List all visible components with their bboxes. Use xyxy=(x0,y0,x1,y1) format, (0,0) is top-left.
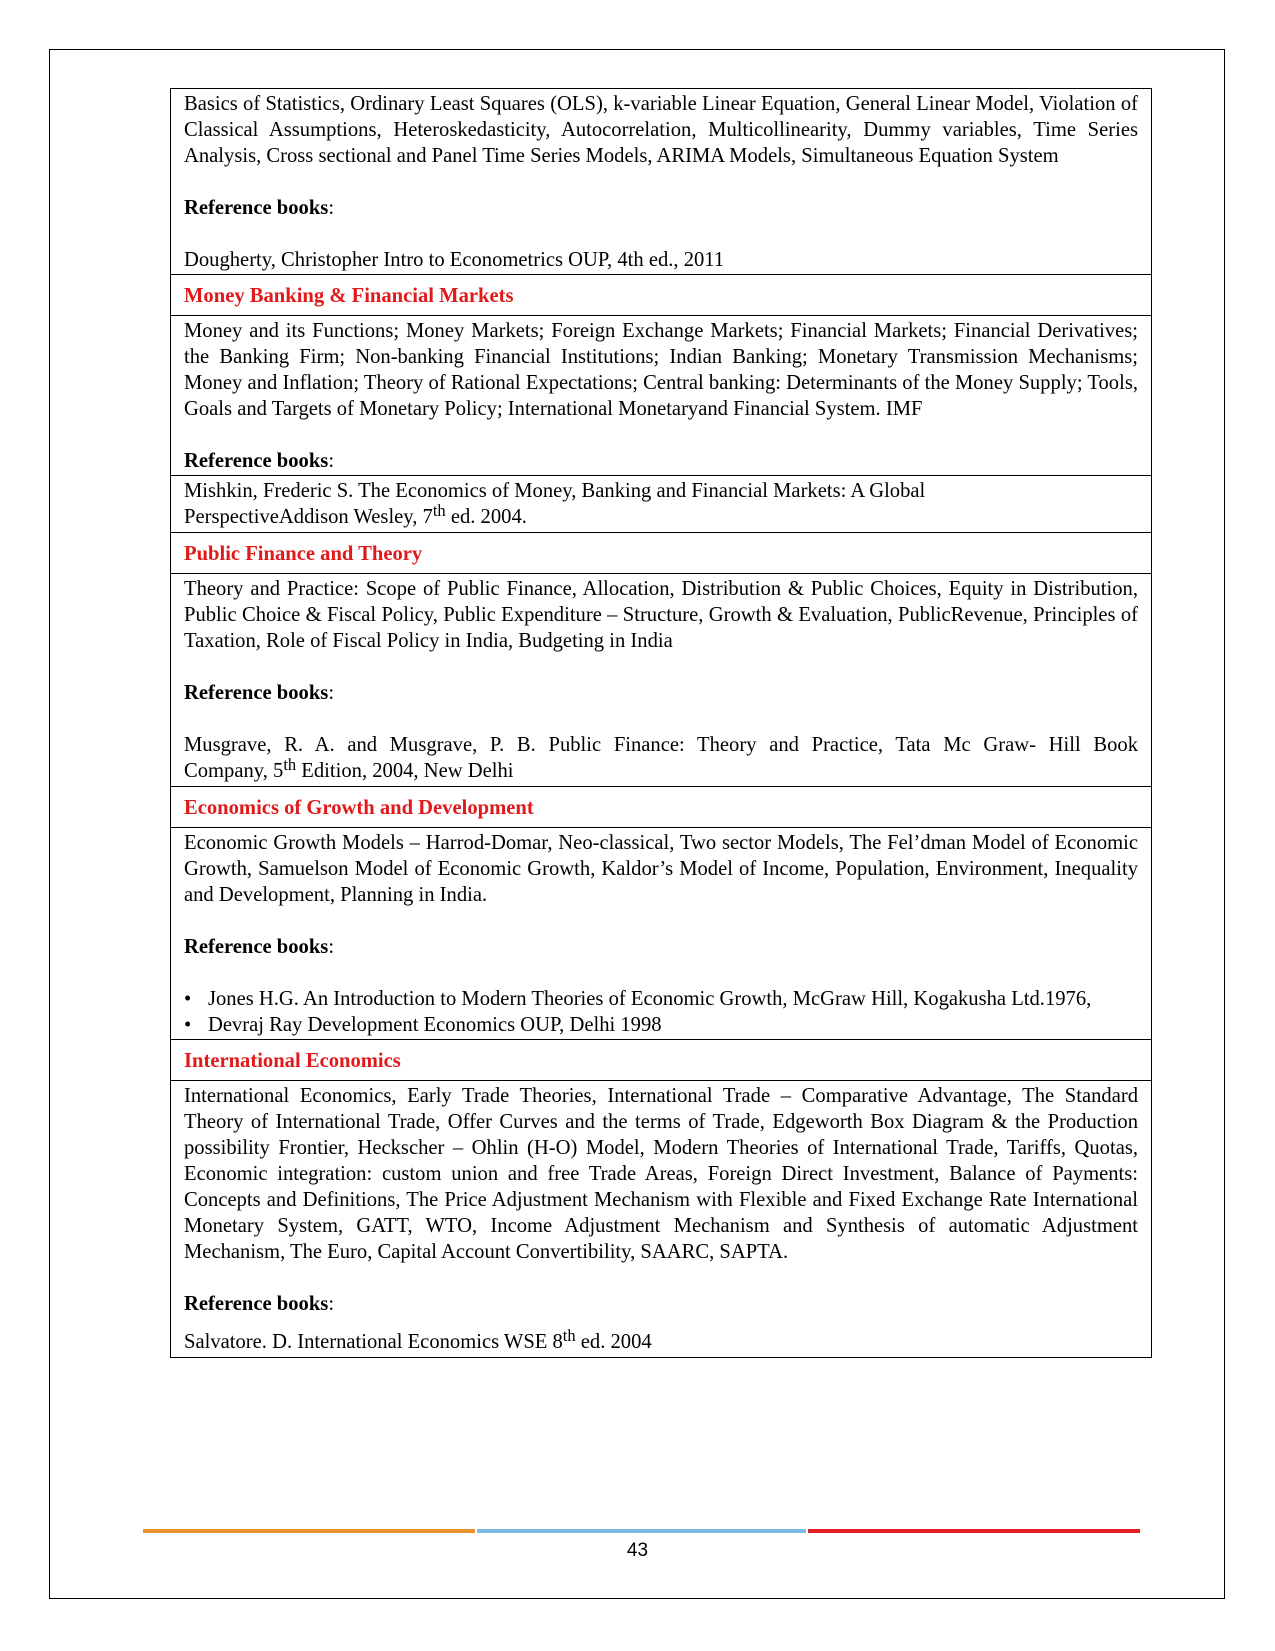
international-title-row xyxy=(171,1040,1152,1081)
money-banking-ref-row xyxy=(171,476,1152,533)
public-finance-ref-line2-end: Edition, 2004, New Delhi xyxy=(296,760,514,782)
list-item: • Jones H.G. An Introduction to Modern Theories of Economic Growth, McGraw Hill, Kogakusha Ltd.1976, xyxy=(208,986,1138,1012)
econometrics-ref-heading: Reference books xyxy=(184,197,329,219)
money-banking-ref-line2-text: PerspectiveAddison Wesley, 7 xyxy=(184,506,433,528)
international-title: International Economics xyxy=(171,1040,1152,1081)
growth-content-row: Economic Growth Models – Harrod-Domar, Neo-classical, Two sector Models, The Fel’dman Model of Economic Growth, Samuelson Model of Economic Growth, Kaldor’s Model of Income, Population, Environment, Inequality and Development, Planning in India. Reference books: • Jones H.G. An Introduction to Modern Theories of Economic Growth, McGraw Hill, Kogakusha Ltd.1976, • Devraj Ray Development Economics OUP, Delhi 1998 xyxy=(171,828,1152,1040)
money-banking-ref-heading: Reference books xyxy=(184,450,329,472)
growth-ref-list xyxy=(184,986,1138,1038)
international-ref-heading: Reference books xyxy=(184,1293,329,1315)
econometrics-content: Basics of Statistics, Ordinary Least Squares (OLS), k-variable Linear Equation, General Linear Model, Violation of Classical Assumptions, Heteroskedasticity, Autocorrelation, Multicollinearity, Dummy variables, Time Series Analysis, Cross sectional and Panel Time Series Models, ARIMA Models, Simultaneous Equation System xyxy=(184,93,1138,167)
public-finance-title-row xyxy=(171,533,1152,574)
growth-title: Economics of Growth and Development xyxy=(171,787,1152,828)
footer-bar-blue xyxy=(477,1529,806,1533)
money-banking-ref-sup: th xyxy=(432,500,446,520)
international-content: International Economics, Early Trade Theories, International Trade – Comparative Advantage, The Standard Theory of International Trade, Offer Curves and the terms of Trade, Edgeworth Box Diagram & the Production possibility Frontier, Heckscher – Ohlin (H-O) Model, Modern Theories of International Trade, Tariffs, Quotas, Economic integration: custom union and free Trade Areas, Foreign Direct Investment, Balance of Payments: Concepts and Definitions, The Price Adjustment Mechanism with Flexible and Fixed Exchange Rate International Monetary System, GATT, WTO, Income Adjustment Mechanism and Synthesis of automatic Adjustment Mechanism, The Euro, Capital Account Convertibility, SAARC, SAPTA. xyxy=(184,1085,1138,1263)
international-content-row: International Economics, Early Trade Theories, International Trade – Comparative Advantage, The Standard Theory of International Trade, Offer Curves and the terms of Trade, Edgeworth Box Diagram & the Production possibility Frontier, Heckscher – Ohlin (H-O) Model, Modern Theories of International Trade, Tariffs, Quotas, Economic integration: custom union and free Trade Areas, Foreign Direct Investment, Balance of Payments: Concepts and Definitions, The Price Adjustment Mechanism with Flexible and Fixed Exchange Rate International Monetary System, GATT, WTO, Income Adjustment Mechanism and Synthesis of automatic Adjustment Mechanism, The Euro, Capital Account Convertibility, SAARC, SAPTA. Reference books: Salvatore. D. International Economics WSE 8th ed. 2004 xyxy=(171,1081,1152,1358)
list-item: • Devraj Ray Development Economics OUP, Delhi 1998 xyxy=(208,1012,1138,1038)
money-banking-ref-line1: Mishkin, Frederic S. The Economics of Money, Banking and Financial Markets: A Global xyxy=(184,480,926,502)
econometrics-content-row: Basics of Statistics, Ordinary Least Squares (OLS), k-variable Linear Equation, General Linear Model, Violation of Classical Assumptions, Heteroskedasticity, Autocorrelation, Multicollinearity, Dummy variables, Time Series Analysis, Cross sectional and Panel Time Series Models, ARIMA Models, Simultaneous Equation System Reference books: Dougherty, Christopher Intro to Econometrics OUP, 4th ed., 2011 xyxy=(171,89,1152,275)
public-finance-ref-line2 xyxy=(184,754,1138,785)
international-ref-end: ed. 2004 xyxy=(575,1331,652,1353)
syllabus-table xyxy=(170,88,1152,1358)
money-banking-content: Money and its Functions; Money Markets; Foreign Exchange Markets; Financial Markets; Financial Derivatives; the Banking Firm; Non-banking Financial Institutions; Indian Banking; Monetary Transmission Mechanisms; Money and Inflation; Theory of Rational Expectations; Central banking: Determinants of the Money Supply; Tools, Goals and Targets of Monetary Policy; International Monetaryand Financial System. IMF xyxy=(184,320,1138,420)
money-banking-title: Money Banking & Financial Markets xyxy=(171,275,1152,316)
footer-bar-red xyxy=(808,1529,1140,1533)
money-banking-title-row xyxy=(171,275,1152,316)
international-ref-sup: th xyxy=(562,1325,576,1345)
public-finance-title: Public Finance and Theory xyxy=(171,533,1152,574)
growth-ref-heading: Reference books xyxy=(184,936,329,958)
public-finance-ref-heading: Reference books xyxy=(184,682,329,704)
public-finance-content-row: Theory and Practice: Scope of Public Finance, Allocation, Distribution & Public Choices, Equity in Distribution, Public Choice & Fiscal Policy, Public Expenditure – Structure, Growth & Evaluation, PublicRevenue, Principles of Taxation, Role of Fiscal Policy in India, Budgeting in India Reference books: Musgrave, R. A. and Musgrave, P. B. Public Finance: Theory and Practice, Tata Mc Graw- Hill Book Company, 5th Edition, 2004, New Delhi xyxy=(171,574,1152,787)
money-banking-content-row: Money and its Functions; Money Markets; Foreign Exchange Markets; Financial Markets; Financial Derivatives; the Banking Firm; Non-banking Financial Institutions; Indian Banking; Monetary Transmission Mechanisms; Money and Inflation; Theory of Rational Expectations; Central banking: Determinants of the Money Supply; Tools, Goals and Targets of Monetary Policy; International Monetaryand Financial System. IMF Reference books: xyxy=(171,316,1152,476)
international-ref-text: Salvatore. D. International Economics WSE 8 xyxy=(184,1331,563,1353)
money-banking-ref-line2-end: ed. 2004. xyxy=(445,506,527,528)
public-finance-ref-line2-text: Company, 5 xyxy=(184,760,284,782)
growth-title-row xyxy=(171,787,1152,828)
growth-content: Economic Growth Models – Harrod-Domar, Neo-classical, Two sector Models, The Fel’dman Model of Economic Growth, Samuelson Model of Economic Growth, Kaldor’s Model of Income, Population, Environment, Inequality and Development, Planning in India. xyxy=(184,832,1138,906)
public-finance-ref-line1: Musgrave, R. A. and Musgrave, P. B. Public Finance: Theory and Practice, Tata Mc Graw- Hill Book xyxy=(184,734,1138,756)
page-number: 43 xyxy=(626,1540,649,1561)
econometrics-ref: Dougherty, Christopher Intro to Econometrics OUP, 4th ed., 2011 xyxy=(184,249,725,271)
international-ref xyxy=(184,1325,1138,1356)
public-finance-content: Theory and Practice: Scope of Public Finance, Allocation, Distribution & Public Choices, Equity in Distribution, Public Choice & Fiscal Policy, Public Expenditure – Structure, Growth & Evaluation, PublicRevenue, Principles of Taxation, Role of Fiscal Policy in India, Budgeting in India xyxy=(184,578,1138,652)
footer-bar-orange xyxy=(143,1529,475,1533)
money-banking-ref-line2 xyxy=(184,500,1138,531)
public-finance-ref-sup: th xyxy=(283,754,297,774)
